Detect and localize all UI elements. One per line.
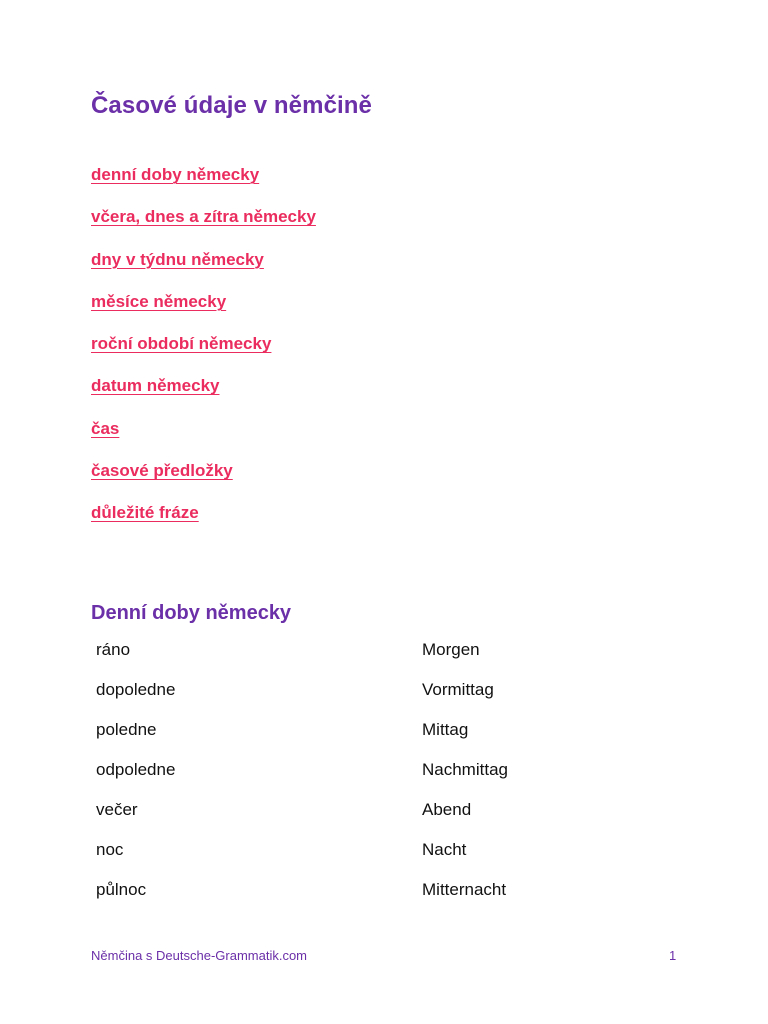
vocabulary-table [96, 640, 508, 920]
czech-word: noc [96, 840, 124, 859]
czech-word: odpoledne [96, 760, 176, 779]
toc-link-casove-predlozky[interactable]: časové předložky [91, 461, 233, 481]
toc-link-mesice[interactable]: měsíce německy [91, 291, 227, 311]
czech-word: dopoledne [96, 680, 176, 699]
czech-word: večer [96, 800, 138, 819]
table-row [96, 840, 508, 880]
toc-item [91, 503, 316, 545]
toc-item [91, 250, 316, 292]
toc-link-cas[interactable]: čas [91, 418, 120, 438]
german-word: Vormittag [422, 680, 494, 699]
table-row [96, 800, 508, 840]
footer-source: Němčina s Deutsche-Grammatik.com [91, 948, 307, 963]
table-row [96, 720, 508, 760]
toc-item [91, 165, 316, 207]
toc-link-vcera-dnes-zitra[interactable]: včera, dnes a zítra německy [91, 207, 316, 227]
toc-item [91, 461, 316, 503]
german-word: Nachmittag [422, 760, 508, 779]
page-number: 1 [669, 948, 677, 963]
toc-link-dulezite-fraze[interactable]: důležité fráze [91, 503, 199, 523]
toc-item [91, 292, 316, 334]
toc-item [91, 376, 316, 418]
czech-word: ráno [96, 640, 131, 659]
toc-item [91, 334, 316, 376]
czech-word: poledne [96, 720, 157, 739]
czech-word: půlnoc [96, 880, 147, 899]
toc-item [91, 207, 316, 249]
section-title: Denní doby německy [91, 602, 292, 624]
toc-link-denni-doby[interactable]: denní doby německy [91, 165, 260, 184]
table-row [96, 640, 508, 680]
german-word: Morgen [422, 640, 480, 659]
table-row [96, 680, 508, 720]
table-of-contents [91, 165, 316, 546]
toc-link-rocni-obdobi[interactable]: roční období německy [91, 334, 272, 354]
german-word: Nacht [422, 840, 467, 859]
german-word: Abend [422, 800, 472, 819]
page-title: Časové údaje v němčině [91, 92, 372, 119]
toc-link-dny-v-tydnu[interactable]: dny v týdnu německy [91, 249, 264, 269]
table-row [96, 880, 508, 920]
toc-item [91, 419, 316, 461]
german-word: Mittag [422, 720, 469, 739]
german-word: Mitternacht [422, 880, 507, 899]
table-row [96, 760, 508, 800]
toc-link-datum[interactable]: datum německy [91, 376, 220, 396]
